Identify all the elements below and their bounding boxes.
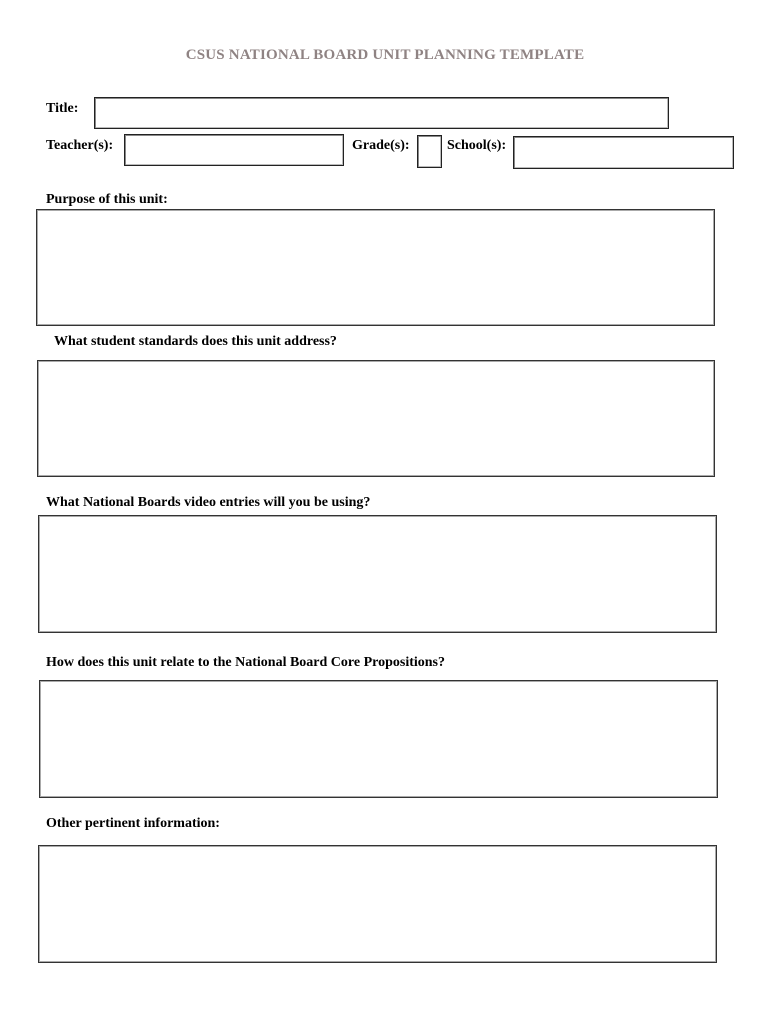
- other-info-label: Other pertinent information:: [46, 816, 220, 831]
- core-propositions-label: How does this unit relate to the National Board Core Propositions?: [46, 655, 446, 670]
- teachers-label: Teacher(s):: [46, 138, 114, 153]
- title-input[interactable]: [94, 97, 669, 129]
- standards-label: What student standards does this unit address?: [54, 334, 337, 349]
- teachers-input[interactable]: [124, 134, 344, 166]
- purpose-label: Purpose of this unit:: [46, 192, 168, 207]
- grades-input[interactable]: [417, 135, 442, 168]
- grades-label: Grade(s):: [352, 138, 410, 153]
- standards-textarea[interactable]: [37, 360, 715, 477]
- other-info-textarea[interactable]: [38, 845, 717, 963]
- schools-label: School(s):: [447, 138, 507, 153]
- title-label: Title:: [46, 101, 79, 116]
- video-entries-textarea[interactable]: [38, 515, 717, 633]
- schools-input[interactable]: [513, 136, 734, 169]
- video-entries-label: What National Boards video entries will you be using?: [46, 495, 371, 510]
- purpose-textarea[interactable]: [36, 209, 715, 326]
- core-propositions-textarea[interactable]: [39, 680, 718, 798]
- page-title: CSUS NATIONAL BOARD UNIT PLANNING TEMPLATE: [185, 47, 585, 63]
